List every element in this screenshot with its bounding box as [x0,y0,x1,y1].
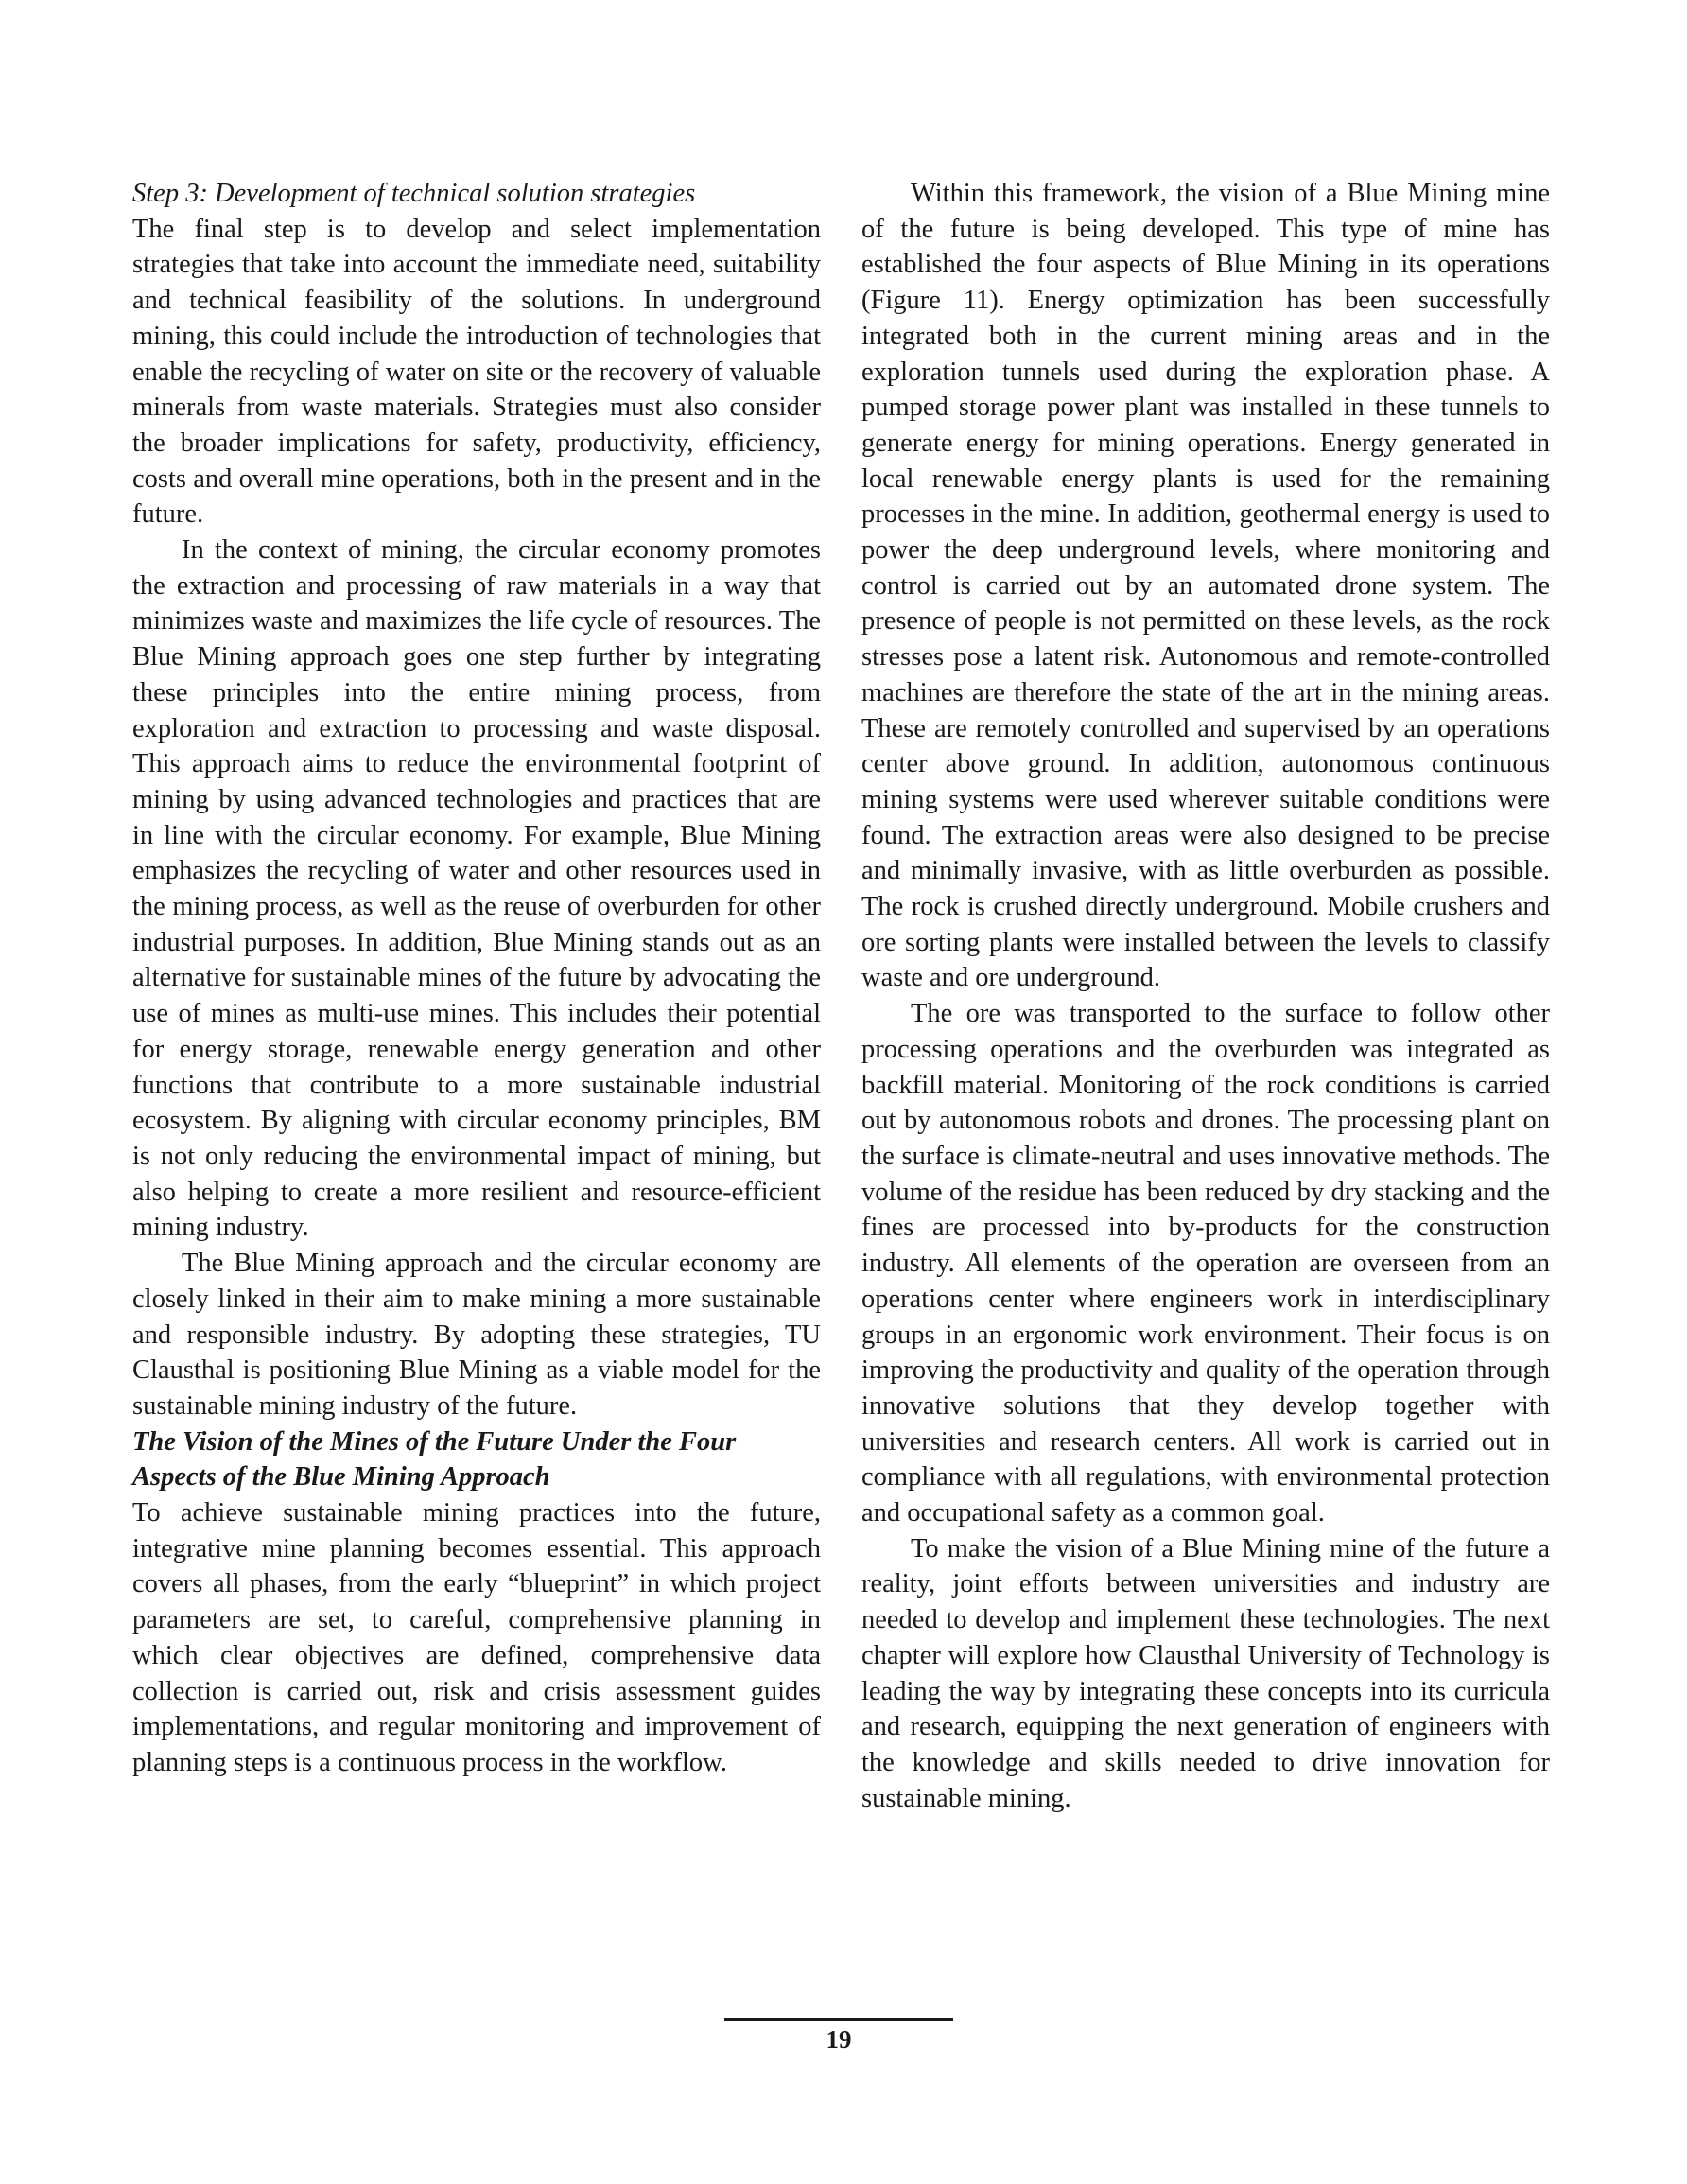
body-paragraph: In the context of mining, the circular economy promotes the extraction and processing of raw materials in a way that minimizes waste and maximizes the life cycle of resources. The Blue Mining approach goes one step further by integrating these principles into the entire mining process, from exploration and extraction to processing and waste disposal. This approach aims to reduce the environmental footprint of mining by using advanced technologies and practices that are in line with the circular economy. For example, Blue Mining emphasizes the recycling of water and other resources used in the mining process, as well as the reuse of overburden for other industrial purposes. In addition, Blue Mining stands out as an alternative for sustainable mines of the future by advocating the use of mines as multi-use mines. This includes their potential for energy storage, renewable energy generation and other functions that contribute to a more sustainable industrial ecosystem. By aligning with circular economy principles, BM is not only reducing the environmental impact of mining, but also helping to create a more resilient and resource-efficient mining industry. [132,535,821,1243]
step-heading: Step 3: Development of technical solution strategies [132,179,696,208]
body-paragraph: The Blue Mining approach and the circular economy are closely linked in their aim to make mining a more sustainable and responsible industry. By adopting these strategies, TU Clausthal is positioning Blue Mining as a viable model for the sustainable mining industry of the future. [132,1249,821,1421]
body-paragraph: Within this framework, the vision of a Blue Mining mine of the future is being developed. This type of mine has established the four aspects of Blue Mining in its operations (Figure 11). Energy optimization has been successfully integrated both in the current mining areas and in the exploration tunnels used during the exploration phase. A pumped storage power plant was installed in these tunnels to generate energy for mining operations. Energy generated in local renewable energy plants is used for the remaining processes in the mine. In addition, geothermal energy is used to power the deep underground levels, where monitoring and control is carried out by an automated drone system. The presence of people is not permitted on these levels, as the rock stresses pose a latent risk. Autonomous and remote-controlled machines are therefore the state of the art in the mining areas. These are remotely controlled and supervised by an operations center above ground. In addition, autonomous continuous mining systems were used wherever suitable conditions were found. The extraction areas were also designed to be precise and minimally invasive, with as little overburden as possible. The rock is crushed directly underground. Mobile crushers and ore sorting plants were installed between the levels to classify waste and ore underground. [861,179,1550,993]
page-number: 19 [826,2025,852,2053]
body-paragraph: The ore was transported to the surface to follow other processing operations and the overburden was integrated as backfill material. Monitoring of the rock conditions is carried out by autonomous robots and drones. The processing plant on the surface is climate-neutral and uses innovative methods. The volume of the residue has been reduced by dry stacking and the fines are processed into by-products for the construction industry. All elements of the operation are overseen from an operations center where engineers work in interdisciplinary groups in an ergonomic work environment. Their focus is on improving the productivity and quality of the operation through innovative solutions that they develop together with universities and research centers. All work is carried out in compliance with all regulations, with environmental protection and occupational safety as a common goal. [861,999,1550,1529]
body-paragraph: To make the vision of a Blue Mining mine of the future a reality, joint efforts between universities and industry are needed to develop and implement these technologies. The next chapter will explore how Clausthal University of Technology is leading the way by integrating these concepts into its curricula and research, equipping the next generation of engineers with the knowledge and skills needed to drive innovation for sustainable mining. [861,1533,1550,1813]
section-heading: The Vision of the Mines of the Future Under the Four Aspects of the Blue Mining Approach [132,1426,737,1493]
body-paragraph: The final step is to develop and select implementation strategies that take into account the immediate need, suitability and technical feasibility of the solutions. In underground mining, this could include the introduction of technologies that enable the recycling of water on site or the recovery of valuable minerals from waste materials. Strategies must also consider the broader implications for safety, productivity, efficiency, costs and overall mine operations, both in the present and in the future. [132,214,821,530]
body-paragraph: To achieve sustainable mining practices into the future, integrative mine planning becomes essential. This approach covers all phases, from the early “blueprint” in which project parameters are set, to careful, comprehensive planning in which clear objectives are defined, comprehensive data collection is carried out, risk and crisis assessment guides implementations, and regular monitoring and improvement of planning steps is a continuous process in the workflow. [132,1498,821,1777]
right-column [861,176,1550,1816]
footer-rule [724,2018,953,2021]
left-column [132,176,821,1781]
